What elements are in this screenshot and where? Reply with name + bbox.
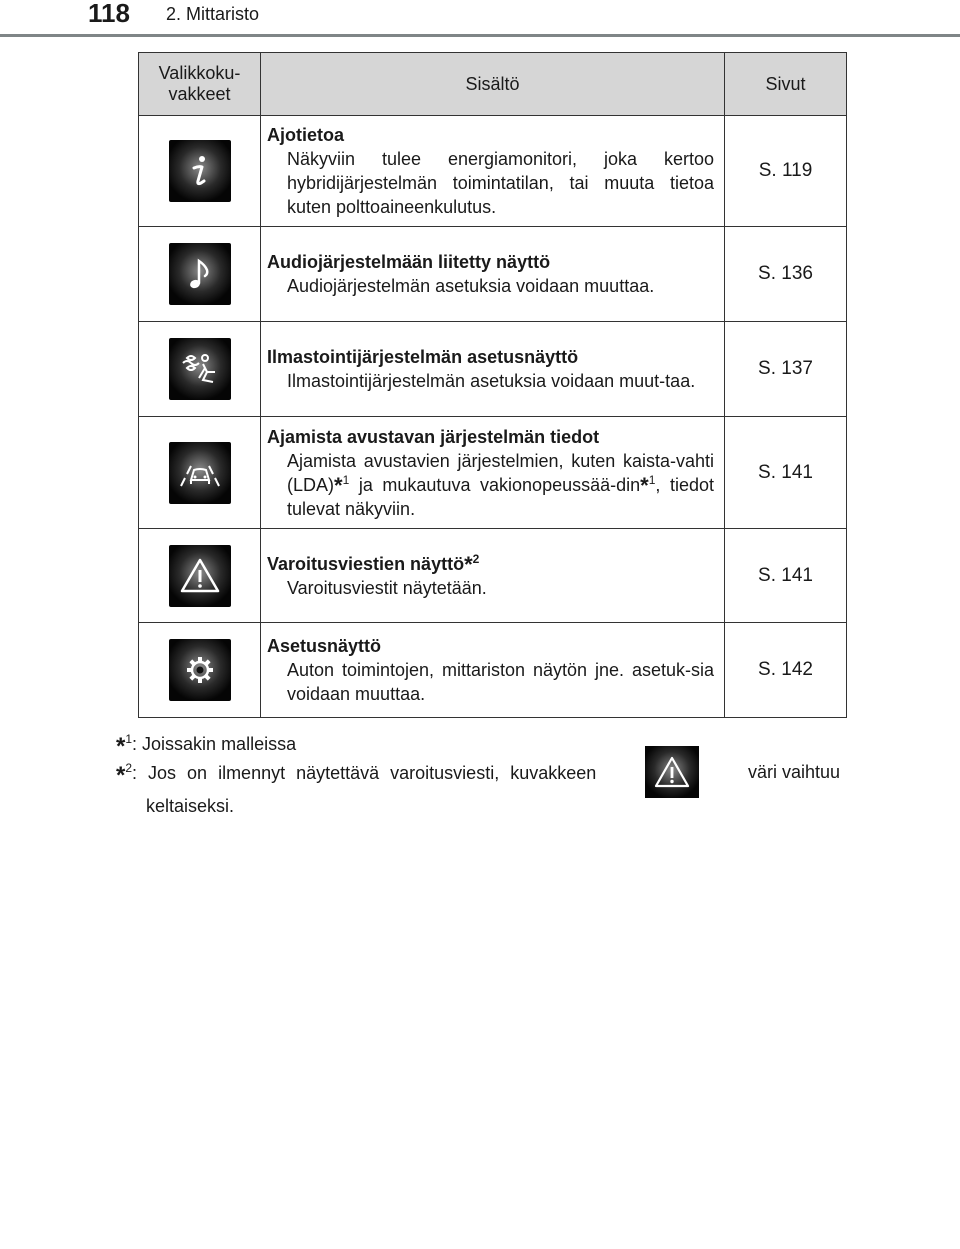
footnote-2	[116, 746, 840, 818]
warning-triangle-icon	[169, 545, 231, 607]
row-title: Asetusnäyttö	[267, 636, 382, 656]
row-description: Audiojärjestelmän asetuksia voidaan muuttaa.	[287, 276, 655, 296]
footnote-text: väri vaihtuu	[747, 762, 840, 782]
column-header-pages: Sivut	[725, 53, 847, 116]
table-row	[139, 417, 847, 529]
column-header-icons: Valikkoku- vakkeet	[139, 53, 261, 116]
desc-text: ja mukautuva vakionopeussää-din	[349, 474, 641, 495]
footnote-2-line1	[116, 746, 840, 798]
settings-gear-icon	[169, 639, 231, 701]
footnote-mark: *	[334, 472, 343, 498]
footnote-number: 2	[125, 761, 133, 775]
table-row	[139, 623, 847, 718]
table-header-row	[139, 53, 847, 116]
row-description: Varoitusviestit näytetään.	[287, 577, 487, 598]
footnote-mark: *	[464, 551, 473, 577]
page-reference: S. 141	[725, 417, 847, 529]
table-row	[139, 116, 847, 227]
row-description	[267, 449, 714, 521]
row-description: Näkyviin tulee energiamonitori, joka kertoo hybridijärjestelmän toimintatilan, tai muuta tietoa kuten polttoaineenkulutus.	[287, 149, 714, 217]
row-description: Auton toimintojen, mittariston näytön jne. asetuk-sia voidaan muuttaa.	[287, 660, 714, 704]
desc-text: Ajamista avustavien järjestelmien, kuten kaista-vahti (LDA)	[287, 450, 714, 495]
climate-fan-icon	[169, 338, 231, 400]
footnote-text: : Joissakin malleissa	[132, 734, 297, 754]
page-reference: S. 137	[725, 322, 847, 417]
footnote-mark: *	[116, 733, 126, 760]
info-icon	[169, 140, 231, 202]
section-title: 2. Mittaristo	[166, 4, 260, 24]
row-title-text: Varoitusviestien näyttö	[267, 553, 465, 574]
footnote-mark: *	[116, 762, 126, 789]
header-rule	[0, 34, 960, 37]
page-reference: S. 141	[725, 529, 847, 623]
page-number: 118	[88, 0, 130, 28]
menu-icons-table	[138, 52, 847, 718]
footnote-number: 1	[648, 472, 656, 487]
page-reference: S. 142	[725, 623, 847, 718]
row-title: Ajotietoa	[267, 125, 345, 145]
footnote-number: 2	[472, 551, 480, 566]
row-description: Ilmastointijärjestelmän asetuksia voidaan muut-taa.	[287, 371, 696, 391]
music-note-icon	[169, 243, 231, 305]
warning-triangle-icon	[645, 746, 699, 798]
footnote-number: 1	[125, 732, 133, 746]
lane-assist-car-icon	[169, 442, 231, 504]
row-title: Ilmastointijärjestelmän asetusnäyttö	[267, 347, 579, 367]
page-reference: S. 136	[725, 227, 847, 322]
column-header-content: Sisältö	[261, 53, 725, 116]
footnote-number: 1	[342, 472, 350, 487]
table-row	[139, 529, 847, 623]
page-reference: S. 119	[725, 116, 847, 227]
desc-text: , tiedot tulevat näkyviin.	[287, 474, 714, 519]
table-row	[139, 322, 847, 417]
row-title: Ajamista avustavan järjestelmän tiedot	[267, 426, 600, 447]
footnote-text-line2: keltaiseksi.	[146, 796, 235, 816]
page-header	[0, 0, 960, 40]
footnote-2-lead	[116, 753, 596, 791]
footnote-mark: *	[640, 472, 649, 498]
row-title: Audiojärjestelmään liitetty näyttö	[267, 252, 551, 272]
table-row	[139, 227, 847, 322]
row-title	[267, 552, 714, 576]
footnote-text: : Jos on ilmennyt näytettävä varoitusviesti, kuvakkeen	[132, 763, 597, 783]
